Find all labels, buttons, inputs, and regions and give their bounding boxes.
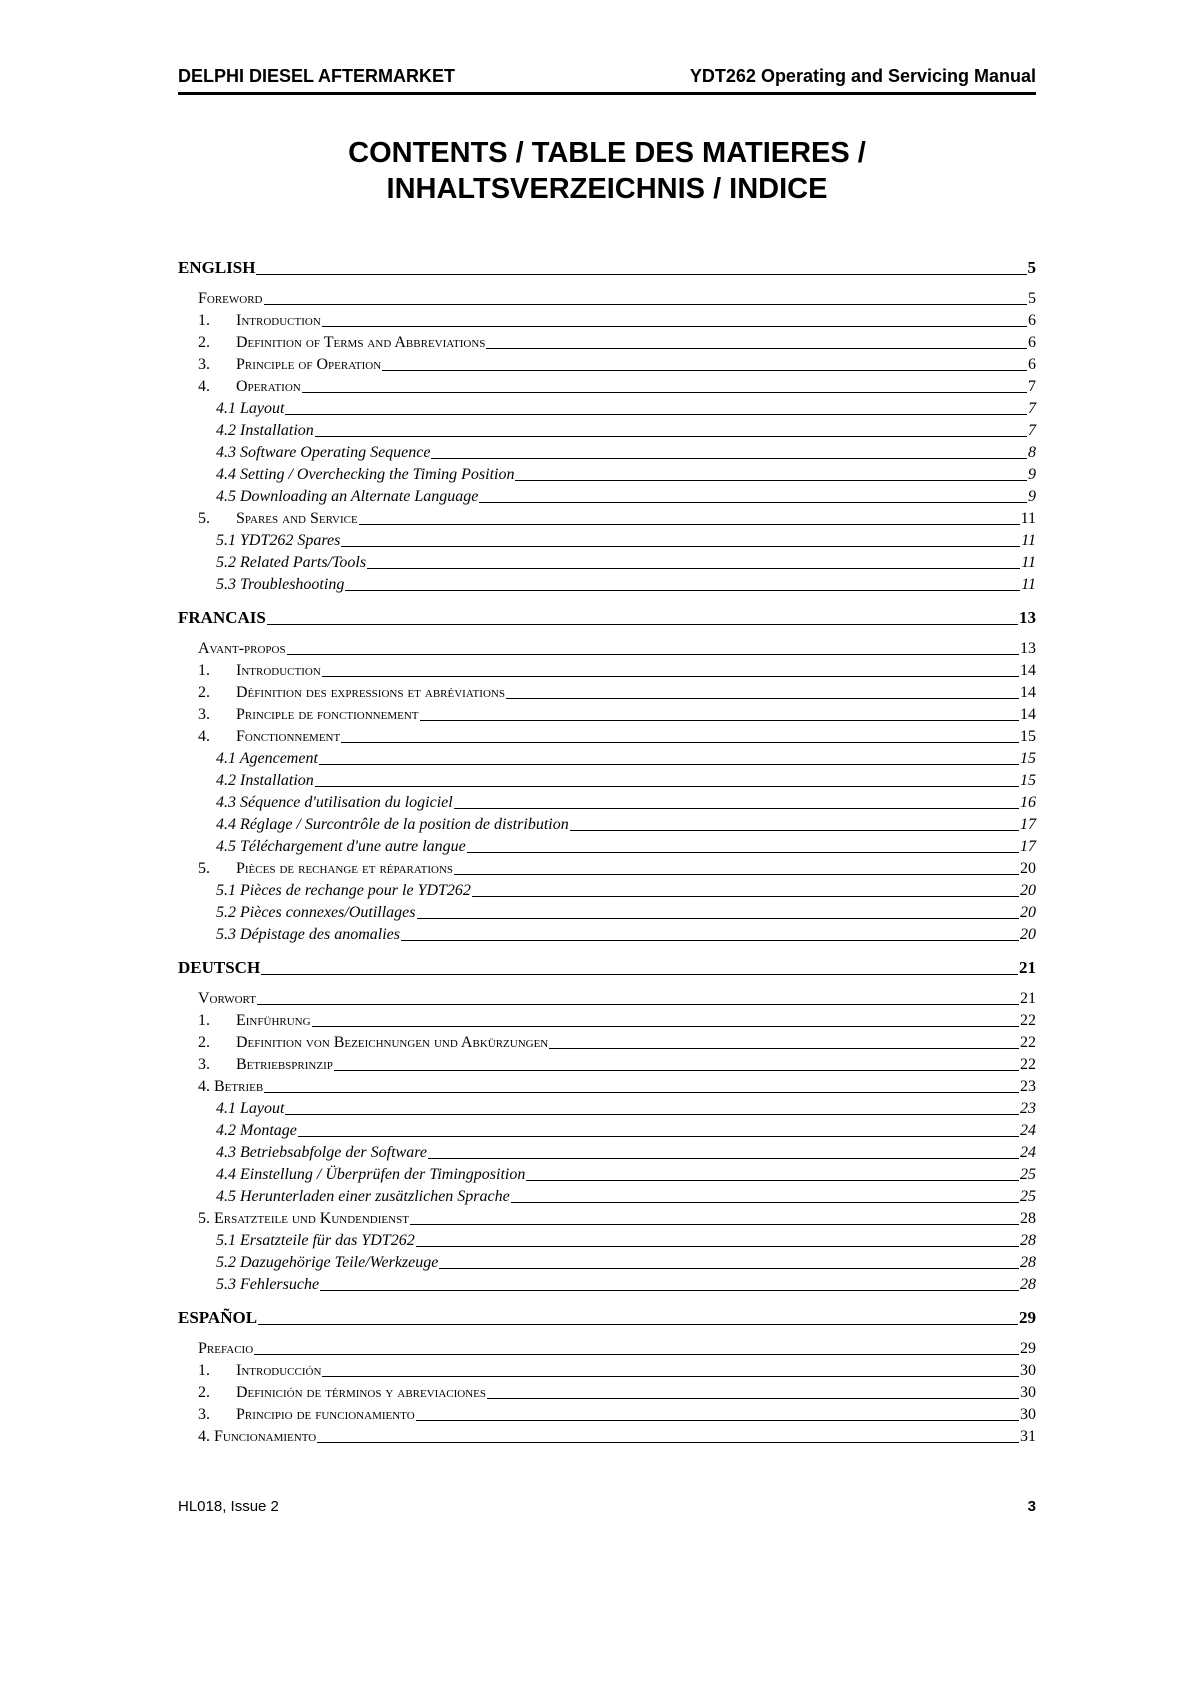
toc-page-number: 28 xyxy=(1020,1254,1036,1271)
toc-entry[interactable] xyxy=(178,466,1036,488)
toc-entry-number: 2. xyxy=(198,334,210,351)
toc-entry-title: 4.3 Software Operating Sequence xyxy=(216,444,431,461)
toc-page-number: 17 xyxy=(1020,816,1036,833)
toc-page-number: 20 xyxy=(1020,904,1036,921)
toc-entry-title: 5.3 Fehlersuche xyxy=(216,1276,320,1293)
toc-page-number: 20 xyxy=(1020,882,1036,899)
toc-leader-line xyxy=(334,1070,1019,1071)
toc-entry[interactable] xyxy=(178,750,1036,772)
toc-leader-line xyxy=(472,896,1019,897)
toc-language-heading[interactable] xyxy=(178,258,1036,280)
toc-entry-title: 4. Funcionamiento xyxy=(198,1428,317,1445)
toc-entry-title: 5.2 Related Parts/Tools xyxy=(216,554,367,571)
toc-entry-title: 4.5 Herunterladen einer zusätzlichen Sprache xyxy=(216,1188,510,1205)
toc-entry[interactable] xyxy=(178,640,1036,662)
toc-leader-line xyxy=(254,1354,1019,1355)
toc-entry[interactable] xyxy=(178,576,1036,598)
toc-entry-title: Fonctionnement xyxy=(236,728,341,745)
toc-page-number: 17 xyxy=(1020,838,1036,855)
toc-entry[interactable] xyxy=(178,1362,1036,1384)
toc-section xyxy=(178,258,1036,608)
toc-entry-number: 3. xyxy=(198,1056,210,1073)
table-of-contents xyxy=(178,258,1036,1450)
toc-page-number: 13 xyxy=(1019,608,1036,627)
toc-entry[interactable] xyxy=(178,684,1036,706)
toc-entry-title: Operation xyxy=(236,378,301,395)
toc-leader-line xyxy=(506,698,1019,699)
toc-leader-line xyxy=(570,830,1019,831)
toc-entry-title: 5.1 Ersatzteile für das YDT262 xyxy=(216,1232,415,1249)
toc-entry-title: 5.1 Pièces de rechange pour le YDT262 xyxy=(216,882,471,899)
toc-entry-title: Vorwort xyxy=(198,990,256,1007)
toc-entry-title: 5.2 Dazugehörige Teile/Werkzeuge xyxy=(216,1254,439,1271)
toc-page-number: 29 xyxy=(1019,1308,1036,1327)
toc-entry-title: 4.1 Layout xyxy=(216,1100,285,1117)
toc-entry[interactable] xyxy=(178,662,1036,684)
toc-leader-line xyxy=(320,1290,1019,1291)
toc-entry-number: 3. xyxy=(198,356,210,373)
toc-page-number: 22 xyxy=(1020,1034,1036,1051)
toc-page-number: 20 xyxy=(1020,860,1036,877)
toc-leader-line xyxy=(454,874,1019,875)
toc-page-number: 28 xyxy=(1020,1210,1036,1227)
toc-entry[interactable] xyxy=(178,816,1036,838)
toc-entry-title: 5. Ersatzteile und Kundendienst xyxy=(198,1210,409,1227)
footer-document-id: HL018, Issue 2 xyxy=(178,1498,279,1515)
toc-entry[interactable] xyxy=(178,510,1036,532)
toc-entry[interactable] xyxy=(178,312,1036,334)
toc-page-number: 14 xyxy=(1020,684,1036,701)
toc-page-number: 24 xyxy=(1020,1144,1036,1161)
toc-entry-title: Definition of Terms and Abbreviations xyxy=(236,334,486,351)
toc-page-number: 28 xyxy=(1020,1232,1036,1249)
toc-page-number: 16 xyxy=(1020,794,1036,811)
toc-entry-title: 4.4 Réglage / Surcontrôle de la position de distribution xyxy=(216,816,569,833)
toc-entry-number: 1. xyxy=(198,1012,210,1029)
toc-entry-title: Betriebsprinzip xyxy=(236,1056,333,1073)
toc-page-number: 6 xyxy=(1028,334,1036,351)
toc-page-number: 11 xyxy=(1021,576,1036,593)
toc-leader-line xyxy=(428,1158,1019,1159)
toc-section xyxy=(178,608,1036,958)
toc-leader-line xyxy=(287,654,1019,655)
toc-page-number: 14 xyxy=(1020,706,1036,723)
toc-leader-line xyxy=(479,502,1027,503)
toc-leader-line xyxy=(341,546,1020,547)
toc-entry[interactable] xyxy=(178,1100,1036,1122)
toc-leader-line xyxy=(302,392,1027,393)
toc-entry-title: 4.4 Einstellung / Überprüfen der Timingposition xyxy=(216,1166,526,1183)
toc-leader-line xyxy=(264,1092,1019,1093)
toc-entry-number: 1. xyxy=(198,1362,210,1379)
toc-entry[interactable] xyxy=(178,1340,1036,1362)
toc-page-number: 15 xyxy=(1020,728,1036,745)
toc-entry-title: Avant-propos xyxy=(198,640,286,657)
toc-entry-title: 5.1 YDT262 Spares xyxy=(216,532,341,549)
toc-entry-title: 4.5 Téléchargement d'une autre langue xyxy=(216,838,466,855)
toc-language-heading[interactable] xyxy=(178,958,1036,980)
toc-page-number: 11 xyxy=(1021,554,1036,571)
toc-leader-line xyxy=(322,676,1019,677)
toc-entry[interactable] xyxy=(178,422,1036,444)
toc-leader-line xyxy=(317,1442,1019,1443)
toc-entry-title: 4.1 Layout xyxy=(216,400,285,417)
toc-page-number: 28 xyxy=(1020,1276,1036,1293)
toc-entry[interactable] xyxy=(178,1078,1036,1100)
toc-entry-number: 1. xyxy=(198,662,210,679)
toc-entry[interactable] xyxy=(178,990,1036,1012)
toc-entry-title: Einführung xyxy=(236,1012,311,1029)
toc-entry-number: 5. xyxy=(198,510,210,527)
toc-entry[interactable] xyxy=(178,772,1036,794)
toc-leader-line xyxy=(487,1398,1019,1399)
section-spacer xyxy=(178,598,1036,608)
section-spacer xyxy=(178,1298,1036,1308)
toc-language-label: DEUTSCH xyxy=(178,958,261,977)
toc-page-number: 25 xyxy=(1020,1188,1036,1205)
toc-entry[interactable] xyxy=(178,1188,1036,1210)
toc-page-number: 5 xyxy=(1028,290,1036,307)
toc-section xyxy=(178,1308,1036,1450)
toc-entry-title: 4.2 Installation xyxy=(216,772,314,789)
section-spacer xyxy=(178,948,1036,958)
toc-page-number: 30 xyxy=(1020,1362,1036,1379)
toc-leader-line xyxy=(431,458,1027,459)
toc-entry-title: Foreword xyxy=(198,290,263,307)
toc-entry-number: 1. xyxy=(198,312,210,329)
toc-leader-line xyxy=(257,1004,1019,1005)
toc-leader-line xyxy=(401,940,1019,941)
toc-entry-title: Introducción xyxy=(236,1362,322,1379)
toc-entry-title: 4.1 Agencement xyxy=(216,750,318,767)
toc-entry[interactable] xyxy=(178,532,1036,554)
toc-page-number: 25 xyxy=(1020,1166,1036,1183)
toc-entry-title: 4.2 Montage xyxy=(216,1122,297,1139)
toc-entry[interactable] xyxy=(178,706,1036,728)
toc-entry-number: 2. xyxy=(198,1034,210,1051)
toc-leader-line xyxy=(322,1376,1019,1377)
toc-entry[interactable] xyxy=(178,1384,1036,1406)
toc-page-number: 22 xyxy=(1020,1056,1036,1073)
toc-leader-line xyxy=(264,304,1027,305)
toc-language-heading[interactable] xyxy=(178,608,1036,630)
toc-entry[interactable] xyxy=(178,554,1036,576)
toc-entry[interactable] xyxy=(178,838,1036,860)
toc-page-number: 15 xyxy=(1020,750,1036,767)
toc-leader-line xyxy=(298,1136,1019,1137)
toc-language-heading[interactable] xyxy=(178,1308,1036,1330)
toc-leader-line xyxy=(367,568,1020,569)
toc-entry-number: 3. xyxy=(198,1406,210,1423)
toc-leader-line xyxy=(312,1026,1019,1027)
toc-leader-line xyxy=(417,918,1020,919)
toc-entry-title: 5.2 Pièces connexes/Outillages xyxy=(216,904,416,921)
toc-page-number: 20 xyxy=(1020,926,1036,943)
toc-entry-title: 4.3 Betriebsabfolge der Software xyxy=(216,1144,427,1161)
toc-leader-line xyxy=(359,524,1020,525)
toc-leader-line xyxy=(526,1180,1019,1181)
toc-entry-title: 4.2 Installation xyxy=(216,422,314,439)
toc-entry-title: Introduction xyxy=(236,312,321,329)
toc-section xyxy=(178,958,1036,1308)
toc-entry-number: 4. xyxy=(198,728,210,745)
toc-entry[interactable] xyxy=(178,444,1036,466)
toc-entry-title: Definition von Bezeichnungen und Abkürzungen xyxy=(236,1034,549,1051)
toc-entry-number: 5. xyxy=(198,860,210,877)
toc-leader-line xyxy=(420,720,1020,721)
toc-page-number: 23 xyxy=(1020,1100,1036,1117)
toc-page-number: 9 xyxy=(1028,466,1036,483)
toc-page-number: 11 xyxy=(1021,532,1036,549)
toc-language-label: ENGLISH xyxy=(178,258,256,277)
toc-entry-title: Spares and Service xyxy=(236,510,358,527)
toc-page-number: 7 xyxy=(1028,378,1036,395)
toc-entry-title: Principio de funcionamiento xyxy=(236,1406,415,1423)
toc-page-number: 15 xyxy=(1020,772,1036,789)
toc-entry-title: 5.3 Dépistage des anomalies xyxy=(216,926,400,943)
toc-leader-line xyxy=(319,764,1019,765)
toc-leader-line xyxy=(315,436,1027,437)
toc-leader-line xyxy=(256,274,1026,275)
toc-entry[interactable] xyxy=(178,1276,1036,1298)
toc-leader-line xyxy=(549,1048,1019,1049)
toc-leader-line xyxy=(410,1224,1019,1225)
page-header xyxy=(178,64,1036,95)
toc-page-number: 29 xyxy=(1020,1340,1036,1357)
toc-entry-title: 4.5 Downloading an Alternate Language xyxy=(216,488,479,505)
toc-leader-line xyxy=(486,348,1027,349)
toc-language-label: FRANCAIS xyxy=(178,608,266,627)
toc-page-number: 23 xyxy=(1020,1078,1036,1095)
page-footer xyxy=(178,1498,1036,1515)
toc-entry-title: Principle of Operation xyxy=(236,356,382,373)
header-company: DELPHI DIESEL AFTERMARKET xyxy=(178,66,456,86)
toc-entry[interactable] xyxy=(178,728,1036,750)
toc-entry[interactable] xyxy=(178,1232,1036,1254)
toc-entry[interactable] xyxy=(178,882,1036,904)
toc-leader-line xyxy=(341,742,1019,743)
toc-page-number: 9 xyxy=(1028,488,1036,505)
toc-entry-number: 4. xyxy=(198,378,210,395)
toc-page-number: 7 xyxy=(1028,400,1036,417)
toc-entry-title: 4.4 Setting / Overchecking the Timing Position xyxy=(216,466,515,483)
toc-entry[interactable] xyxy=(178,1144,1036,1166)
toc-page-number: 8 xyxy=(1028,444,1036,461)
toc-entry-number: 2. xyxy=(198,684,210,701)
toc-page-number: 31 xyxy=(1020,1428,1036,1445)
toc-entry-title: Pièces de rechange et réparations xyxy=(236,860,454,877)
toc-entry[interactable] xyxy=(178,334,1036,356)
toc-leader-line xyxy=(382,370,1027,371)
toc-leader-line xyxy=(416,1246,1019,1247)
page-title-line-2: INHALTSVERZEICHNIS / INDICE xyxy=(386,173,828,205)
toc-entry-title: Definición de términos y abreviaciones xyxy=(236,1384,486,1401)
toc-page-number: 30 xyxy=(1020,1406,1036,1423)
footer-page-number: 3 xyxy=(1027,1498,1036,1515)
toc-leader-line xyxy=(261,974,1018,975)
toc-page-number: 5 xyxy=(1027,258,1036,277)
toc-entry[interactable] xyxy=(178,1012,1036,1034)
toc-entry-number: 3. xyxy=(198,706,210,723)
toc-page-number: 13 xyxy=(1020,640,1036,657)
toc-entry-title: Introduction xyxy=(236,662,321,679)
toc-entry-title: 4.3 Séquence d'utilisation du logiciel xyxy=(216,794,453,811)
toc-leader-line xyxy=(416,1420,1019,1421)
toc-leader-line xyxy=(467,852,1019,853)
toc-leader-line xyxy=(267,624,1018,625)
toc-leader-line xyxy=(515,480,1027,481)
toc-page-number: 6 xyxy=(1028,356,1036,373)
toc-entry-title: Définition des expressions et abréviations xyxy=(236,684,505,701)
toc-entry[interactable] xyxy=(178,1122,1036,1144)
toc-entry[interactable] xyxy=(178,488,1036,510)
toc-entry[interactable] xyxy=(178,1210,1036,1232)
toc-entry[interactable] xyxy=(178,1166,1036,1188)
toc-leader-line xyxy=(345,590,1020,591)
toc-page-number: 24 xyxy=(1020,1122,1036,1139)
page-title-line-1: CONTENTS / TABLE DES MATIERES / xyxy=(348,137,866,169)
toc-leader-line xyxy=(258,1324,1018,1325)
toc-entry[interactable] xyxy=(178,904,1036,926)
toc-entry[interactable] xyxy=(178,1428,1036,1450)
toc-entry-number: 2. xyxy=(198,1384,210,1401)
toc-page-number: 30 xyxy=(1020,1384,1036,1401)
toc-entry[interactable] xyxy=(178,400,1036,422)
toc-leader-line xyxy=(285,1114,1019,1115)
toc-entry[interactable] xyxy=(178,1406,1036,1428)
toc-entry-title: Principle de fonctionnement xyxy=(236,706,419,723)
toc-page-number: 6 xyxy=(1028,312,1036,329)
toc-page-number: 22 xyxy=(1020,1012,1036,1029)
toc-language-label: ESPAÑOL xyxy=(178,1308,258,1327)
toc-leader-line xyxy=(285,414,1027,415)
toc-page-number: 7 xyxy=(1028,422,1036,439)
toc-entry-title: 4. Betrieb xyxy=(198,1078,264,1095)
toc-leader-line xyxy=(454,808,1019,809)
toc-entry[interactable] xyxy=(178,926,1036,948)
toc-page-number: 21 xyxy=(1020,990,1036,1007)
toc-page-number: 14 xyxy=(1020,662,1036,679)
toc-entry[interactable] xyxy=(178,1034,1036,1056)
toc-leader-line xyxy=(315,786,1019,787)
toc-entry[interactable] xyxy=(178,378,1036,400)
toc-entry[interactable] xyxy=(178,356,1036,378)
header-manual-title: YDT262 Operating and Servicing Manual xyxy=(689,66,1036,86)
toc-leader-line xyxy=(322,326,1027,327)
toc-entry[interactable] xyxy=(178,794,1036,816)
toc-entry[interactable] xyxy=(178,860,1036,882)
toc-entry-title: 5.3 Troubleshooting xyxy=(216,576,345,593)
toc-page-number: 11 xyxy=(1020,510,1036,527)
toc-leader-line xyxy=(511,1202,1019,1203)
toc-page-number: 21 xyxy=(1019,958,1036,977)
toc-entry-title: Prefacio xyxy=(198,1340,254,1357)
toc-leader-line xyxy=(439,1268,1019,1269)
toc-entry[interactable] xyxy=(178,290,1036,312)
toc-entry[interactable] xyxy=(178,1056,1036,1078)
toc-entry[interactable] xyxy=(178,1254,1036,1276)
